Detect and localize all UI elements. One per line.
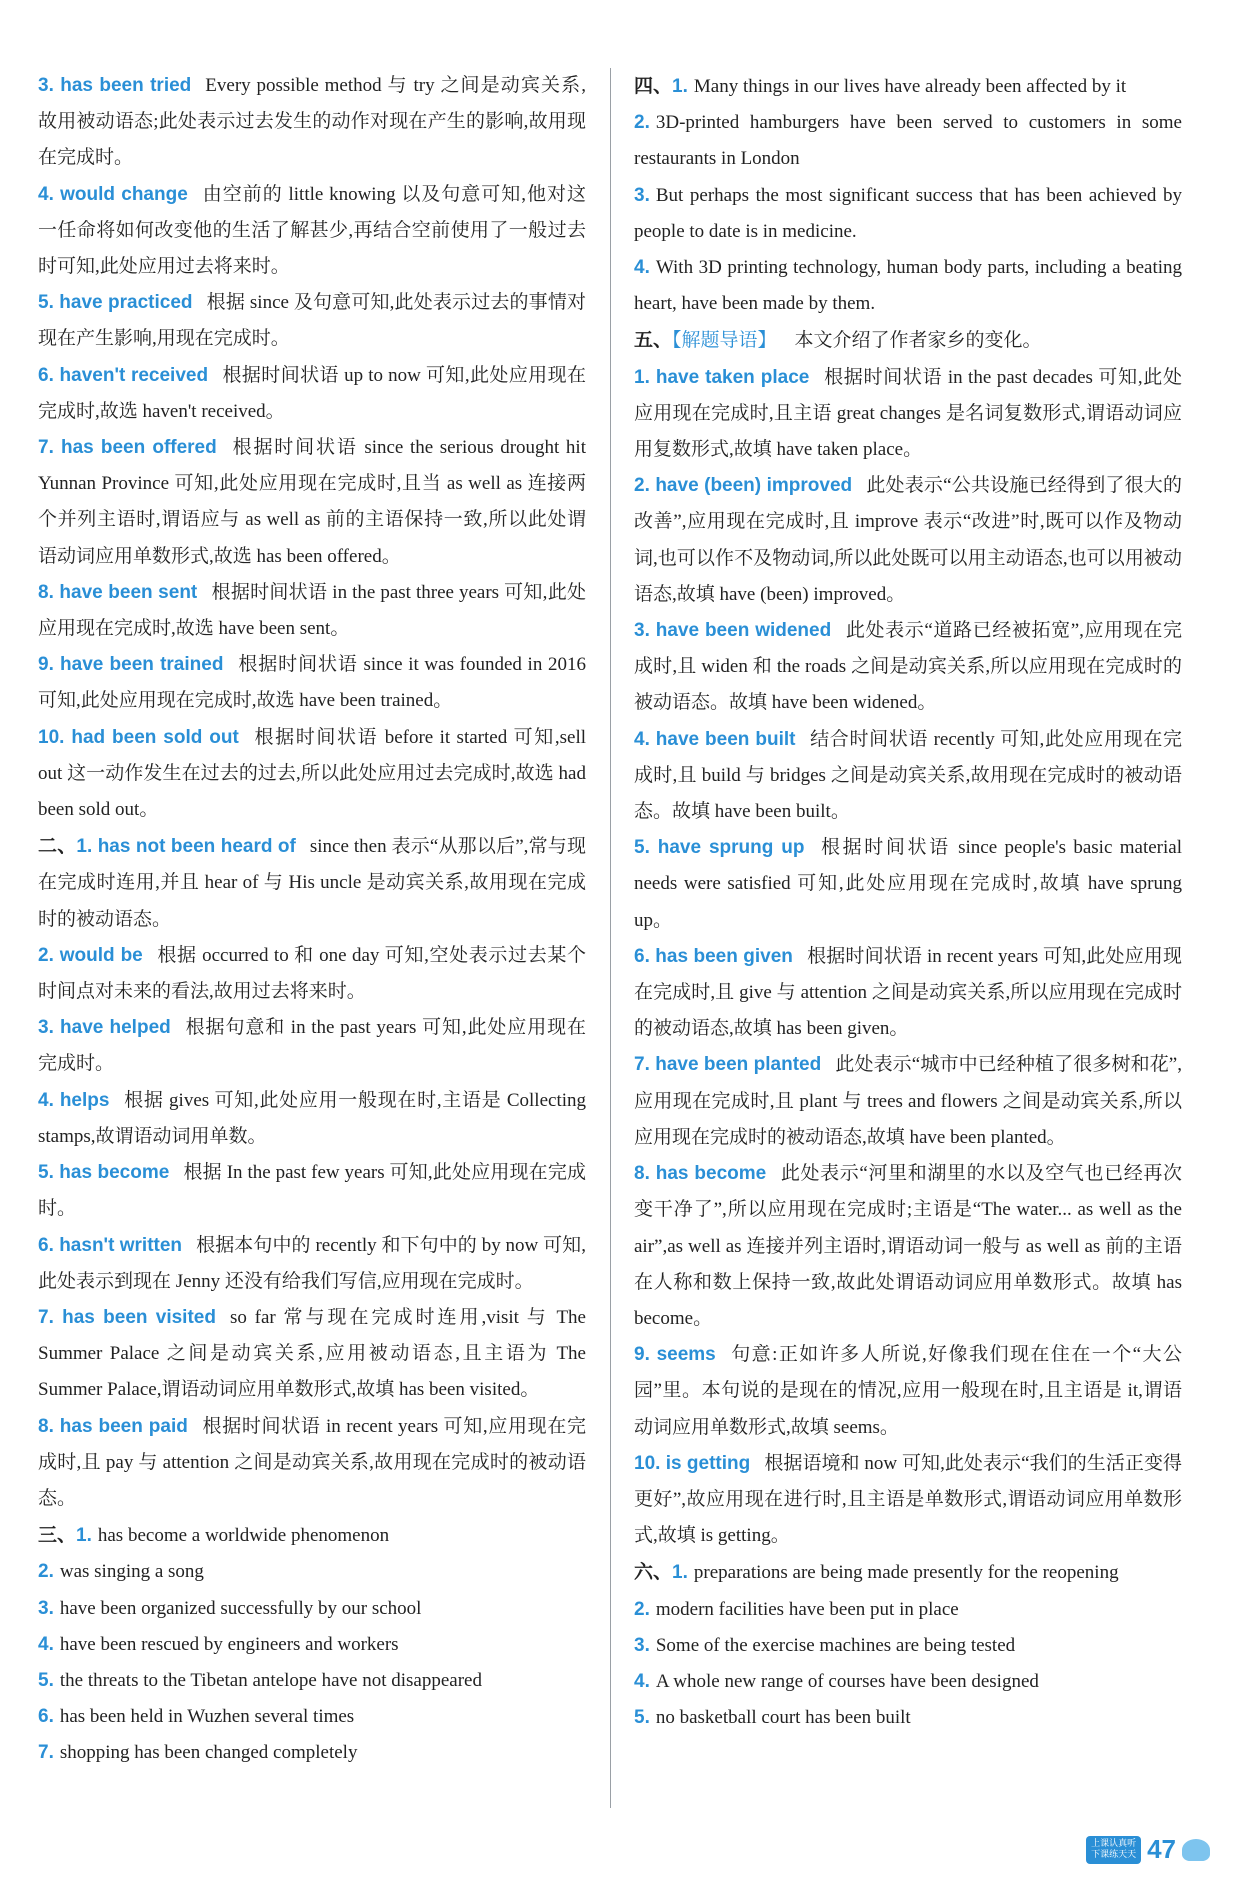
answer-explanation: 根据时间状语 in recent years 可知,此处应用现在完成时,且 give 与 attention 之间是动宾关系,所以应用现在完成时的被动语态,故填 has been given。 — [634, 945, 1182, 1040]
line-text: shopping has been changed completely — [59, 1742, 358, 1764]
answer-line — [634, 68, 1182, 105]
page-number: 47 — [1147, 1834, 1176, 1864]
answer-key: 4. have been built — [634, 728, 796, 750]
section-5-guide: 【解题导语】 — [672, 329, 777, 352]
answer-explanation: 根据时间状语 in recent years 可知,应用现在完成时,且 pay 与 attention 之间是动宾关系,故用现在完成时的被动语态。 — [38, 1415, 587, 1509]
line-number: 4. — [38, 1633, 54, 1655]
answer-explanation: 结合时间状语 recently 可知,此处应用现在完成时,且 build 与 bridges 之间是动宾关系,故用现在完成时的被动语态。故填 have been built。 — [634, 728, 1182, 823]
answer-item — [634, 468, 1182, 613]
answer-key: 6. haven't received — [38, 364, 209, 386]
answer-key: 4. helps — [38, 1089, 110, 1111]
line-number: 1. — [76, 1525, 92, 1547]
answer-key: 10. had been sold out — [38, 726, 239, 748]
answer-key: 5. have sprung up — [634, 837, 805, 859]
line-number: 1. — [672, 76, 688, 97]
left-answer-list — [38, 68, 586, 1517]
answer-explanation: 根据语境和 now 可知,此处表示“我们的生活正变得更好”,故应用现在进行时,且主语是单数形式,谓语动词应用单数形式,故填 is getting。 — [634, 1452, 1183, 1547]
section-3-list — [38, 1517, 586, 1771]
answer-item — [634, 830, 1182, 939]
line-number: 3. — [634, 1634, 650, 1656]
answer-item — [38, 177, 586, 286]
section-prefix: 三、 — [38, 1524, 77, 1547]
section-4-list — [634, 68, 1182, 322]
answer-item — [634, 722, 1182, 831]
answer-explanation: 根据 gives 可知,此处应用一般现在时,主语是 Collecting stamps,故谓语动词用单数。 — [38, 1089, 587, 1147]
answer-explanation: 根据时间状语 in the past decades 可知,此处应用现在完成时,且主语 great changes 是名词复数形式,谓语动词应用复数形式,故填 have taken place。 — [634, 366, 1182, 461]
answer-explanation: 根据时间状语 up to now 可知,此处应用现在完成时,故选 haven't received。 — [38, 364, 586, 422]
answer-explanation: 根据 since 及句意可知,此处表示过去的事情对现在产生影响,用现在完成时。 — [38, 292, 586, 350]
slogan-line-2: 下课练天天 — [1091, 1849, 1137, 1860]
line-text: modern facilities have been put in place — [655, 1598, 959, 1620]
answer-explanation: 此处表示“道路已经被拓宽”,应用现在完成时,且 widen 和 the roads 之间是动宾关系,所以应用现在完成时的被动语态。故填 have been widened。 — [634, 620, 1183, 714]
answer-explanation: 根据时间状语 before it started 可知,sell out 这一动作发生在过去的过去,所以此处应用过去完成时,故选 had been sold out。 — [38, 726, 586, 821]
answer-item — [38, 1010, 586, 1082]
line-number: 4. — [634, 1670, 650, 1692]
line-text: A whole new range of courses have been designed — [655, 1670, 1039, 1692]
answer-key: 8. has been paid — [38, 1415, 188, 1437]
answer-key: 8. have been sent — [38, 581, 198, 603]
answer-line — [634, 1554, 1182, 1591]
answer-key: 2. would be — [38, 944, 143, 966]
answer-item — [38, 938, 586, 1010]
section-5-prefix: 五、 — [634, 329, 673, 352]
line-text: have been organized successfully by our school — [59, 1597, 422, 1619]
answer-key: 5. has become — [38, 1162, 170, 1184]
section-prefix: 六、 — [634, 1561, 673, 1584]
section-6-list — [634, 1554, 1182, 1736]
answer-line — [634, 105, 1182, 177]
answer-key: 6. has been given — [634, 945, 793, 967]
line-number: 2. — [634, 1598, 650, 1620]
line-text: no basketball court has been built — [655, 1707, 911, 1729]
answer-explanation: 句意:正如许多人所说,好像我们现在住在一个“大公园”里。本句说的是现在的情况,应用一般现在时,且主语是 it,谓语动词应用单数形式,故填 seems。 — [634, 1344, 1182, 1438]
answer-item — [38, 1409, 586, 1518]
line-text: Many things in our lives have already been affected by it — [693, 76, 1127, 97]
answer-item — [38, 68, 586, 177]
answer-line — [634, 1628, 1182, 1664]
answer-key: 8. has become — [634, 1163, 767, 1185]
answer-line — [634, 1664, 1182, 1700]
line-text: have been rescued by engineers and workers — [59, 1633, 399, 1655]
line-text: 3D-printed hamburgers have been served to customers in some restaurants in London — [634, 112, 1182, 170]
slogan-badge — [1086, 1836, 1141, 1864]
section-prefix: 二、 — [38, 835, 77, 858]
line-number: 1. — [672, 1562, 688, 1584]
answer-item — [38, 1083, 586, 1155]
answer-item — [38, 285, 586, 357]
answer-key: 7. has been visited — [38, 1306, 216, 1328]
answer-item — [38, 575, 586, 647]
answer-line — [634, 178, 1182, 250]
answer-explanation: 根据时间状语 since the serious drought hit Yunnan Province 可知,此处应用现在完成时,且当 as well as 连接两个并列主语时,谓语应与 as well as 前的主语保持一致,所以此处谓语动词应用单数形式,故选 has been offered。 — [38, 437, 586, 567]
answer-key: 6. hasn't written — [38, 1234, 183, 1256]
section-5-intro: 本文介绍了作者家乡的变化。 — [794, 330, 1042, 352]
slogan-line-1: 上课认真听 — [1091, 1838, 1137, 1849]
answer-item — [634, 1156, 1182, 1337]
line-text: was singing a song — [59, 1561, 204, 1583]
line-number: 5. — [38, 1669, 54, 1691]
line-number: 3. — [38, 1597, 54, 1619]
answer-line — [634, 1700, 1182, 1736]
answer-item — [634, 613, 1182, 722]
answer-item — [38, 720, 586, 829]
line-text: With 3D printing technology, human body parts, including a beating heart, have been made by them. — [634, 257, 1182, 315]
line-number: 4. — [634, 257, 650, 279]
answer-explanation: 根据句意和 in the past years 可知,此处应用现在完成时。 — [38, 1017, 586, 1075]
column-divider — [610, 68, 611, 1808]
answer-key: 5. have practiced — [38, 292, 193, 314]
right-column — [634, 68, 1182, 1736]
line-number: 5. — [634, 1707, 650, 1729]
answer-line — [38, 1627, 586, 1663]
answer-line — [634, 250, 1182, 322]
answer-key: 3. has been tried — [38, 75, 192, 96]
answer-line — [38, 1554, 586, 1590]
line-number: 2. — [634, 112, 650, 134]
answer-key: 10. is getting — [634, 1452, 751, 1474]
line-number: 3. — [634, 184, 650, 206]
answer-key: 1. has not been heard of — [76, 836, 296, 858]
answer-item — [38, 1300, 586, 1409]
answer-explanation: 根据 occurred to 和 one day 可知,空处表示过去某个时间点对未来的看法,故用过去将来时。 — [38, 944, 586, 1003]
answer-item — [38, 828, 586, 938]
line-text: has been held in Wuzhen several times — [59, 1706, 355, 1728]
line-number: 7. — [38, 1742, 54, 1764]
answer-explanation: Every possible method 与 try 之间是动宾关系,故用被动语态;此处表示过去发生的动作对现在产生的影响,故用现在完成时。 — [38, 75, 586, 169]
answer-line — [38, 1699, 586, 1735]
section-5-list — [634, 360, 1182, 1555]
section-5-header — [634, 322, 1182, 359]
answer-item — [38, 647, 586, 719]
answer-item — [38, 358, 586, 430]
line-text: preparations are being made presently for the reopening — [693, 1562, 1119, 1584]
answer-explanation: 根据本句中的 recently 和下句中的 by now 可知,此处表示到现在 Jenny 还没有给我们写信,应用现在完成时。 — [38, 1234, 587, 1292]
answer-item — [634, 1446, 1182, 1555]
line-number: 6. — [38, 1706, 54, 1728]
left-column — [38, 68, 586, 1772]
answer-key: 2. have (been) improved — [634, 475, 853, 497]
answer-key: 3. have helped — [38, 1017, 171, 1039]
answer-explanation: 此处表示“公共设施已经得到了很大的改善”,应用现在完成时,且 improve 表示“改进”时,既可以作及物动词,也可以作不及物动词,所以此处既可以用主动语态,也可以用被动语态,故填 have (been) improved。 — [634, 475, 1182, 605]
answer-line — [38, 1517, 586, 1554]
answer-line — [38, 1663, 586, 1699]
section-prefix: 四、 — [634, 75, 673, 97]
answer-explanation: so far 常与现在完成时连用,visit 与 The Summer Palace 之间是动宾关系,应用被动语态,且主语为 The Summer Palace,谓语动词应用单数形式,故填 has been visited。 — [38, 1306, 586, 1401]
line-text: But perhaps the most significant success that has been achieved by people to date is in medicine. — [634, 184, 1182, 242]
answer-line — [38, 1735, 586, 1771]
answer-item — [38, 1155, 586, 1227]
answer-item — [634, 1047, 1182, 1156]
answer-explanation: 根据 In the past few years 可知,此处应用现在完成时。 — [38, 1162, 586, 1220]
line-number: 2. — [38, 1561, 54, 1583]
answer-key: 7. have been planted — [634, 1054, 822, 1076]
answer-item — [38, 1228, 586, 1300]
answer-key: 3. have been widened — [634, 620, 832, 642]
answer-explanation: 根据时间状语 since it was founded in 2016 可知,此处应用现在完成时,故选 have been trained。 — [38, 654, 587, 712]
answer-item — [634, 360, 1182, 469]
answer-explanation: 根据时间状语 in the past three years 可知,此处应用现在完成时,故选 have been sent。 — [38, 581, 586, 640]
cartoon-mascot-icon — [1182, 1839, 1210, 1861]
line-text: the threats to the Tibetan antelope have not disappeared — [59, 1669, 482, 1691]
answer-key: 7. has been offered — [38, 437, 217, 459]
answer-line — [38, 1591, 586, 1627]
answer-explanation: 由空前的 little knowing 以及句意可知,他对这一任命将如何改变他的生活了解甚少,再结合空前使用了一般过去时可知,此处应用过去将来时。 — [38, 183, 586, 278]
answer-line — [634, 1592, 1182, 1628]
answer-key: 1. have taken place — [634, 366, 810, 388]
answer-explanation: 根据时间状语 since people's basic material needs were satisfied 可知,此处应用现在完成时,故填 have sprung up。 — [634, 837, 1182, 931]
page-footer — [1086, 1834, 1210, 1865]
answer-explanation: 此处表示“城市中已经种植了很多树和花”,应用现在完成时,且 plant 与 trees and flowers 之间是动宾关系,所以应用现在完成时的被动语态,故填 have been planted。 — [634, 1054, 1182, 1148]
answer-explanation: 此处表示“河里和湖里的水以及空气也已经再次变干净了”,所以应用现在完成时;主语是“The water... as well as the air”,as well as 连接并列主语时,谓语动词一般与 as well as 前的主语在人称和数上保持一致,故此处谓语动词应用单数形式。故填 has become。 — [634, 1163, 1183, 1329]
line-text: has become a worldwide phenomenon — [97, 1525, 390, 1547]
answer-item — [634, 939, 1182, 1048]
answer-item — [634, 1337, 1182, 1446]
answer-item — [38, 430, 586, 575]
answer-key: 9. have been trained — [38, 654, 224, 676]
answer-key: 4. would change — [38, 183, 188, 205]
answer-explanation: since then 表示“从那以后”,常与现在完成时连用,并且 hear of 与 His uncle 是动宾关系,故用现在完成时的被动语态。 — [38, 836, 586, 930]
answer-key: 9. seems — [634, 1344, 716, 1366]
line-text: Some of the exercise machines are being tested — [655, 1634, 1016, 1656]
